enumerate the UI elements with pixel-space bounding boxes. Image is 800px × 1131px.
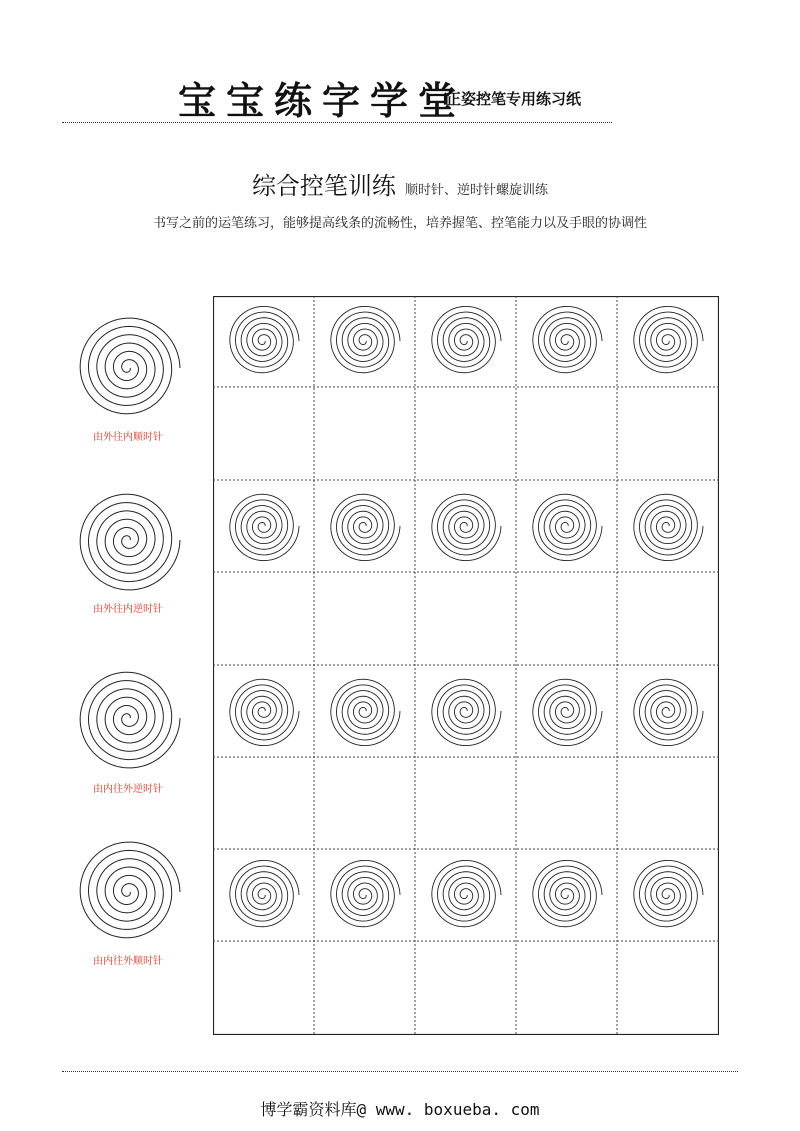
row-label-1: 由外往内顺时针 xyxy=(93,432,163,443)
row-label-4: 由内往外顺时针 xyxy=(93,956,163,967)
trace-spiral-r1c5 xyxy=(634,306,703,372)
footer-text: 博学霸资料库@ www. boxueba. com xyxy=(260,1100,540,1119)
example-spiral-3 xyxy=(74,664,182,772)
trace-spiral-r4c2 xyxy=(331,860,400,926)
trace-spiral-r2c3 xyxy=(432,494,501,560)
trace-spiral-r1c1 xyxy=(230,306,299,372)
brand-subtitle: 正姿控笔专用练习纸 xyxy=(446,90,582,108)
trace-spiral-r3c4 xyxy=(533,679,602,745)
trace-spiral-r4c1 xyxy=(230,860,299,926)
trace-spiral-r2c5 xyxy=(634,494,703,560)
example-spiral-2 xyxy=(74,486,182,594)
row-label-3: 由内往外逆时针 xyxy=(93,784,163,795)
worksheet-heading xyxy=(0,166,800,201)
trace-spiral-r3c1 xyxy=(230,679,299,745)
trace-spiral-r4c4 xyxy=(533,860,602,926)
row-label-2: 由外往内逆时针 xyxy=(93,604,163,615)
worksheet-description: 书写之前的运笔练习，能够提高线条的流畅性，培养握笔、控笔能力以及手眼的协调性 xyxy=(152,216,647,231)
trace-spiral-r1c2 xyxy=(331,306,400,372)
trace-spiral-r2c4 xyxy=(533,494,602,560)
practice-grid xyxy=(213,296,719,1035)
worksheet-title-note: 顺时针、逆时针螺旋训练 xyxy=(405,183,549,198)
trace-spiral-r1c3 xyxy=(432,306,501,372)
trace-spiral-r2c2 xyxy=(331,494,400,560)
worksheet-title: 综合控笔训练 xyxy=(251,172,396,200)
trace-spiral-r3c3 xyxy=(432,679,501,745)
grid-lines xyxy=(213,296,719,1035)
footer-rule xyxy=(62,1071,738,1072)
trace-spiral-r4c5 xyxy=(634,860,703,926)
header-rule xyxy=(62,122,612,123)
trace-spiral-r3c2 xyxy=(331,679,400,745)
trace-spiral-r2c1 xyxy=(230,494,299,560)
trace-spiral-r4c3 xyxy=(432,860,501,926)
trace-spiral-r3c5 xyxy=(634,679,703,745)
example-spiral-1 xyxy=(74,314,182,422)
trace-spiral-r1c4 xyxy=(533,306,602,372)
brand-title: 宝宝练字学堂 xyxy=(178,78,467,123)
example-spiral-4 xyxy=(74,838,182,946)
